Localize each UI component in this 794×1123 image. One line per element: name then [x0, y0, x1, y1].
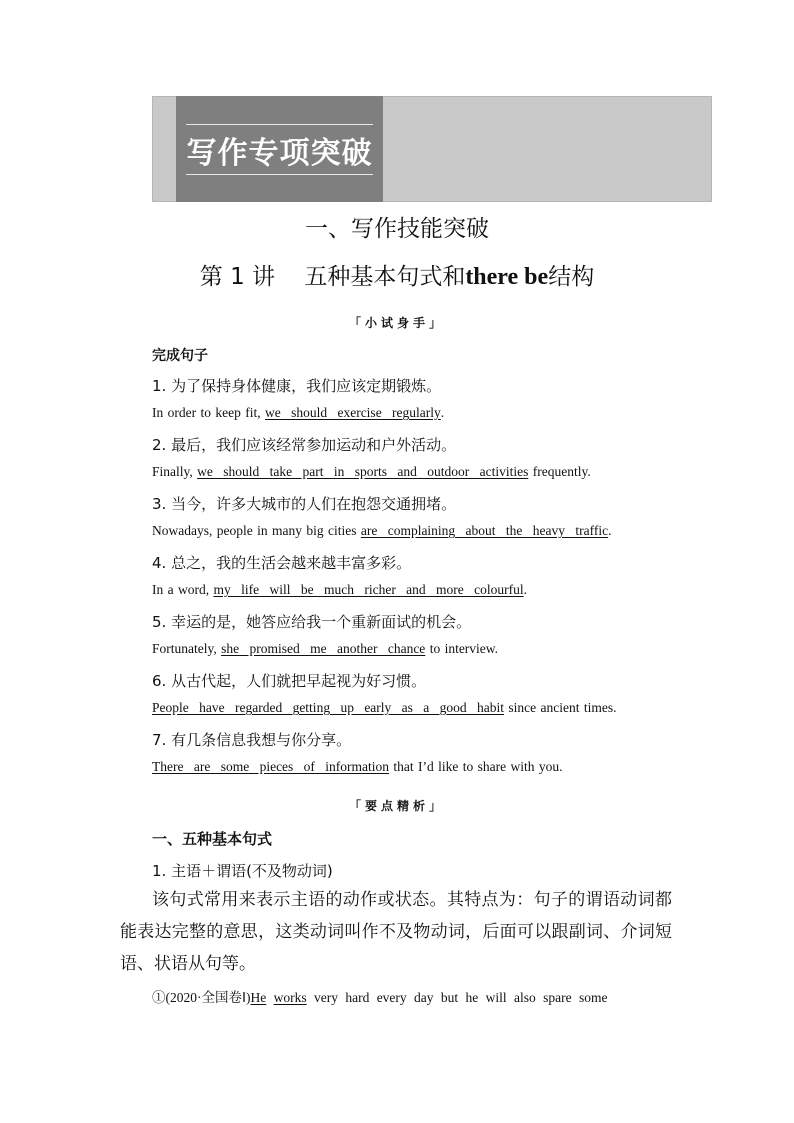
lecture-title	[0, 258, 794, 291]
exercise-prompt-text: Finally,	[152, 464, 198, 479]
lecture-title-en: there be	[465, 264, 549, 290]
exercise-answer: she promised me another chance	[221, 641, 426, 656]
points-subheading: 1. 主语＋谓语(不及物动词)	[152, 862, 333, 880]
exercise-item-zh: 5. 幸运的是，她答应给我一个重新面试的机会。	[152, 613, 472, 631]
exercise-item-en	[152, 405, 682, 421]
exercise-prompt-tail: .	[440, 405, 445, 420]
exercise-prompt-tail: .	[608, 523, 612, 538]
banner-rule-bottom	[186, 174, 373, 175]
exercise-answer: There are some pieces of information	[152, 759, 390, 774]
exercise-item-en	[152, 641, 682, 657]
section-tag-try: 「小试身手」	[348, 316, 445, 330]
example-verb: works	[273, 990, 307, 1005]
lecture-title-zh: 五种基本句式和	[304, 264, 466, 290]
exercise-prompt-text: Nowadays, people in many big cities	[152, 523, 361, 538]
exercise-answer: are complaining about the heavy traffic	[360, 523, 609, 538]
exercise-item-en	[152, 464, 682, 480]
exercise-prompt-tail: .	[523, 582, 528, 597]
exercise-prompt-tail: that I’d like to share with you.	[389, 759, 563, 774]
exercise-item-en	[152, 700, 682, 716]
exercise-prompt-tail: frequently.	[528, 464, 591, 479]
example-sentence	[152, 986, 672, 1006]
exercise-item-zh: 6. 从古代起，人们就把早起视为好习惯。	[152, 672, 427, 690]
points-heading: 一、五种基本句式	[152, 830, 273, 848]
example-subject: He	[250, 990, 267, 1005]
lecture-title-suffix: 结构	[548, 264, 595, 290]
exercise-item-zh: 7. 有几条信息我想与你分享。	[152, 731, 352, 749]
exercise-prompt-text: In order to keep fit,	[152, 405, 265, 420]
exercise-label: 完成句子	[152, 348, 208, 364]
exercise-prompt-tail: to interview.	[425, 641, 499, 656]
exercise-item-en	[152, 582, 682, 598]
section-heading: 一、写作技能突破	[305, 216, 489, 242]
section-tag-points: 「要点精析」	[348, 799, 445, 813]
banner-rule-top	[186, 124, 373, 125]
exercise-prompt-text: In a word,	[152, 582, 214, 597]
exercise-prompt-text: Fortunately,	[152, 641, 222, 656]
exercise-answer: we should take part in sports and outdoor activities	[197, 464, 529, 479]
points-paragraph: 该句式常用来表示主语的动作或状态。其特点为：句子的谓语动词都能表达完整的意思，这类动词叫作不及物动词，后面可以跟副词、介词短语、状语从句等。	[120, 890, 672, 974]
exercise-item-en	[152, 759, 682, 775]
exercise-item-zh: 2. 最后，我们应该经常参加运动和户外活动。	[152, 436, 457, 454]
exercise-answer: we should exercise regularly	[264, 405, 441, 420]
exercise-item-zh: 4. 总之，我的生活会越来越丰富多彩。	[152, 554, 412, 572]
example-rest: very hard every day but he will also spare some	[306, 990, 608, 1005]
exercise-answer: my life will be much richer and more colourful	[213, 582, 524, 597]
exercise-answer: People have regarded getting up early as a good habit	[152, 700, 505, 715]
lecture-number: 第 1 讲	[199, 264, 276, 290]
example-source: ①(2020·全国卷Ⅰ)	[152, 990, 251, 1005]
banner-title: 写作专项突破	[186, 136, 373, 171]
exercise-prompt-tail: since ancient times.	[504, 700, 617, 715]
exercise-item-zh: 1. 为了保持身体健康，我们应该定期锻炼。	[152, 377, 442, 395]
exercise-item-en	[152, 523, 682, 539]
exercise-item-zh: 3. 当今，许多大城市的人们在抱怨交通拥堵。	[152, 495, 457, 513]
